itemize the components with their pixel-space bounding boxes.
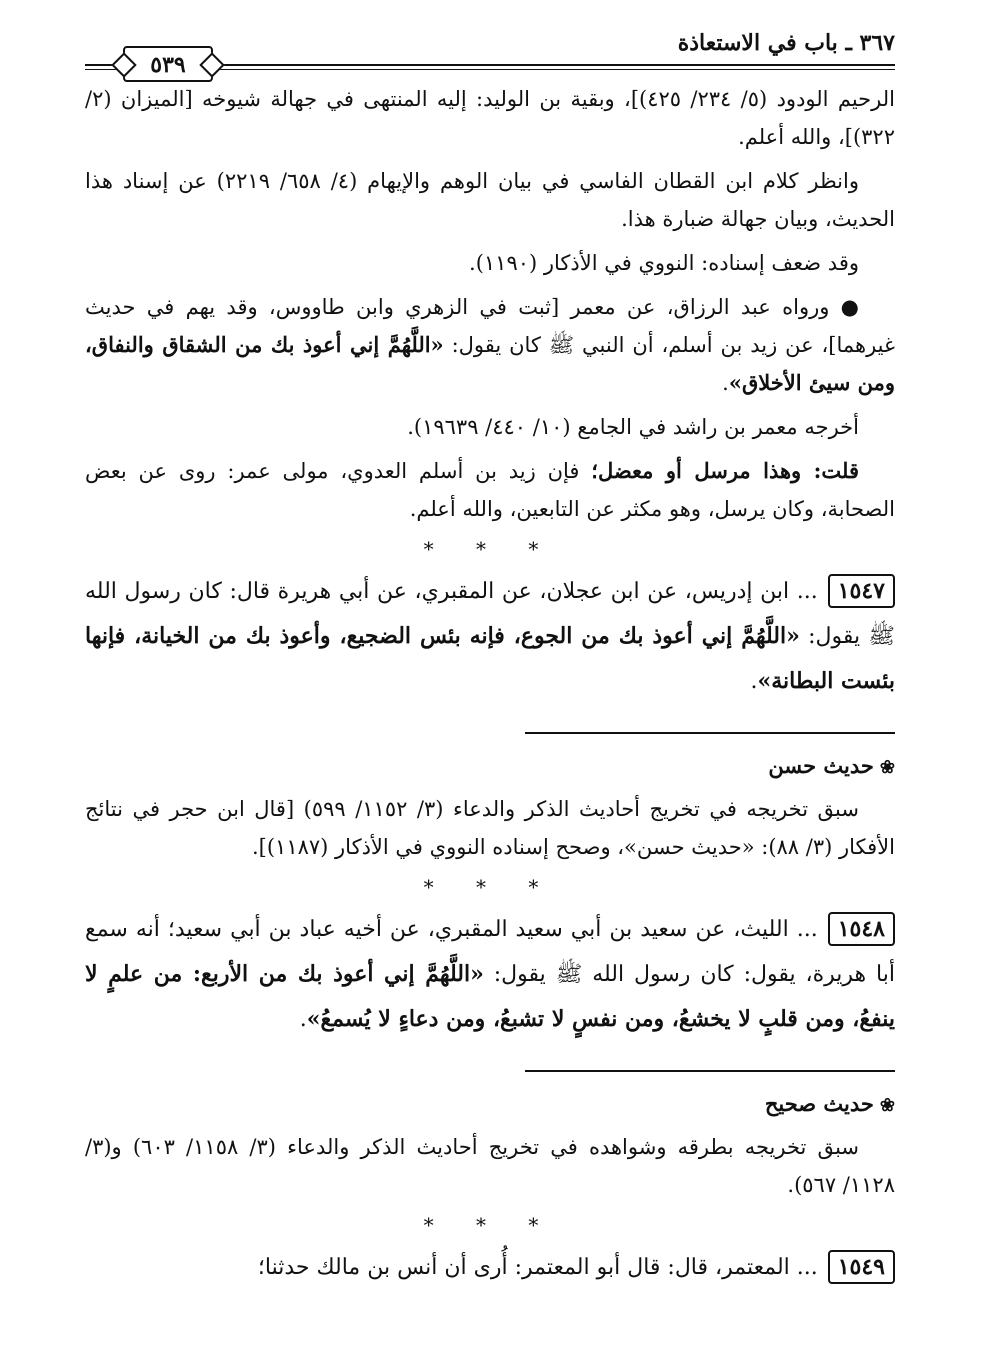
- paragraph: [85, 288, 895, 402]
- flower-icon: ❀: [879, 757, 895, 778]
- paragraph: وانظر كلام ابن القطان الفاسي في بيان الوهم والإيهام (٤/ ٦٥٨/ ٢٢١٩) عن إسناد هذا الحديث، وبيان جهالة ضبارة هذا.: [85, 169, 895, 231]
- hadith-isnad: ... المعتمر، قال: قال أبو المعتمر: أُرى أن أنس بن مالك حدثنا؛: [257, 1255, 818, 1280]
- section-separator: * * *: [423, 875, 557, 899]
- hadith-matn: «اللَّهُمَّ إني أعوذ بك من الأربع: من علمٍ لا ينفعُ، ومن قلبٍ لا يخشعُ، ومن نفسٍ لا تشبعُ، ومن دعاءٍ لا يُسمعُ»: [85, 961, 895, 1032]
- grade-heading: [85, 1086, 895, 1124]
- section-separator: * * *: [423, 1213, 557, 1237]
- flower-icon: ❀: [879, 1095, 895, 1116]
- punctuation: .: [722, 371, 729, 395]
- paragraph-text: ● ورواه عبد الرزاق، عن معمر [ثبت في الزهري وابن طاووس، وقد يهم في حديث غيرهما]، عن زيد بن أسلم، أن النبي ﷺ كان يقول:: [85, 295, 895, 357]
- page-header: [85, 28, 895, 80]
- paragraph: أخرجه معمر بن راشد في الجامع (١٠/ ٤٤٠/ ١٩٦٣٩).: [407, 415, 859, 439]
- section-separator: * * *: [423, 537, 557, 561]
- hadith-quote: «اللَّهُمَّ إني أعوذ بك من الشقاق والنفاق، ومن سيئ الأخلاق»: [85, 332, 895, 395]
- hadith-1548: [85, 908, 895, 1042]
- paragraph-text: فإن زيد بن أسلم العدوي، مولى عمر: روى عن بعض الصحابة، وكان يرسل، وهو مكثر عن التابعين، والله أعلم.: [85, 459, 895, 521]
- grade-label: حديث صحيح: [764, 1091, 874, 1116]
- footnote-divider: [525, 1070, 895, 1072]
- paragraph: وقد ضعف إسناده: النووي في الأذكار (١١٩٠).: [469, 251, 859, 275]
- hadith-1547: [85, 570, 895, 704]
- hadith-number: ١٥٤٩: [828, 1250, 895, 1284]
- footnote-divider: [525, 732, 895, 734]
- paragraph: [85, 452, 895, 528]
- hadith-1549: [85, 1246, 895, 1290]
- hadith-isnad: ... الليث، عن سعيد بن أبي سعيد المقبري، عن أخيه عباد بن أبي سعيد؛ أنه سمع أبا هريرة، يقول: كان رسول الله ﷺ يقول:: [85, 917, 895, 987]
- page-number: ٥٣٩: [123, 46, 213, 82]
- paragraph: الرحيم الودود (٥/ ٢٣٤/ ٤٢٥)]، وبقية بن الوليد: إليه المنتهى في جهالة شيوخه [الميزان (٢/ ٣٢٢)]، والله أعلم.: [85, 87, 895, 149]
- chapter-title: ٣٦٧ ـ باب في الاستعاذة: [677, 30, 895, 56]
- punctuation: .: [750, 669, 758, 694]
- hadith-isnad: ... ابن إدريس، عن ابن عجلان، عن المقبري، عن أبي هريرة قال: كان رسول الله ﷺ يقول:: [85, 579, 895, 649]
- grade-heading: [85, 748, 895, 786]
- hadith-matn: «اللَّهُمَّ إني أعوذ بك من الجوع، فإنه بئس الضجيع، وأعوذ بك من الخيانة، فإنها بئست البطانة»: [85, 623, 895, 694]
- grade-text: سبق تخريجه في تخريج أحاديث الذكر والدعاء (٣/ ١١٥٢/ ٥٩٩) [قال ابن حجر في نتائج الأفكار (٣/ ٨٨): «حديث حسن»، وصحح إسناده النووي في الأذكار (١١٨٧)].: [85, 797, 895, 859]
- document-page: [85, 28, 895, 1333]
- hadith-number: ١٥٤٧: [828, 574, 895, 608]
- grade-label: حديث حسن: [768, 753, 874, 778]
- hadith-number: ١٥٤٨: [828, 912, 895, 946]
- divider-row: [85, 1048, 895, 1086]
- divider-row: [85, 710, 895, 748]
- grade-text: سبق تخريجه بطرقه وشواهده في تخريج أحاديث الذكر والدعاء (٣/ ١١٥٨/ ٦٠٣) و(٣/ ١١٢٨/ ٥٦٧).: [85, 1135, 895, 1197]
- note-heading: قلت: وهذا مرسل أو معضل؛: [591, 458, 859, 483]
- punctuation: .: [299, 1007, 307, 1032]
